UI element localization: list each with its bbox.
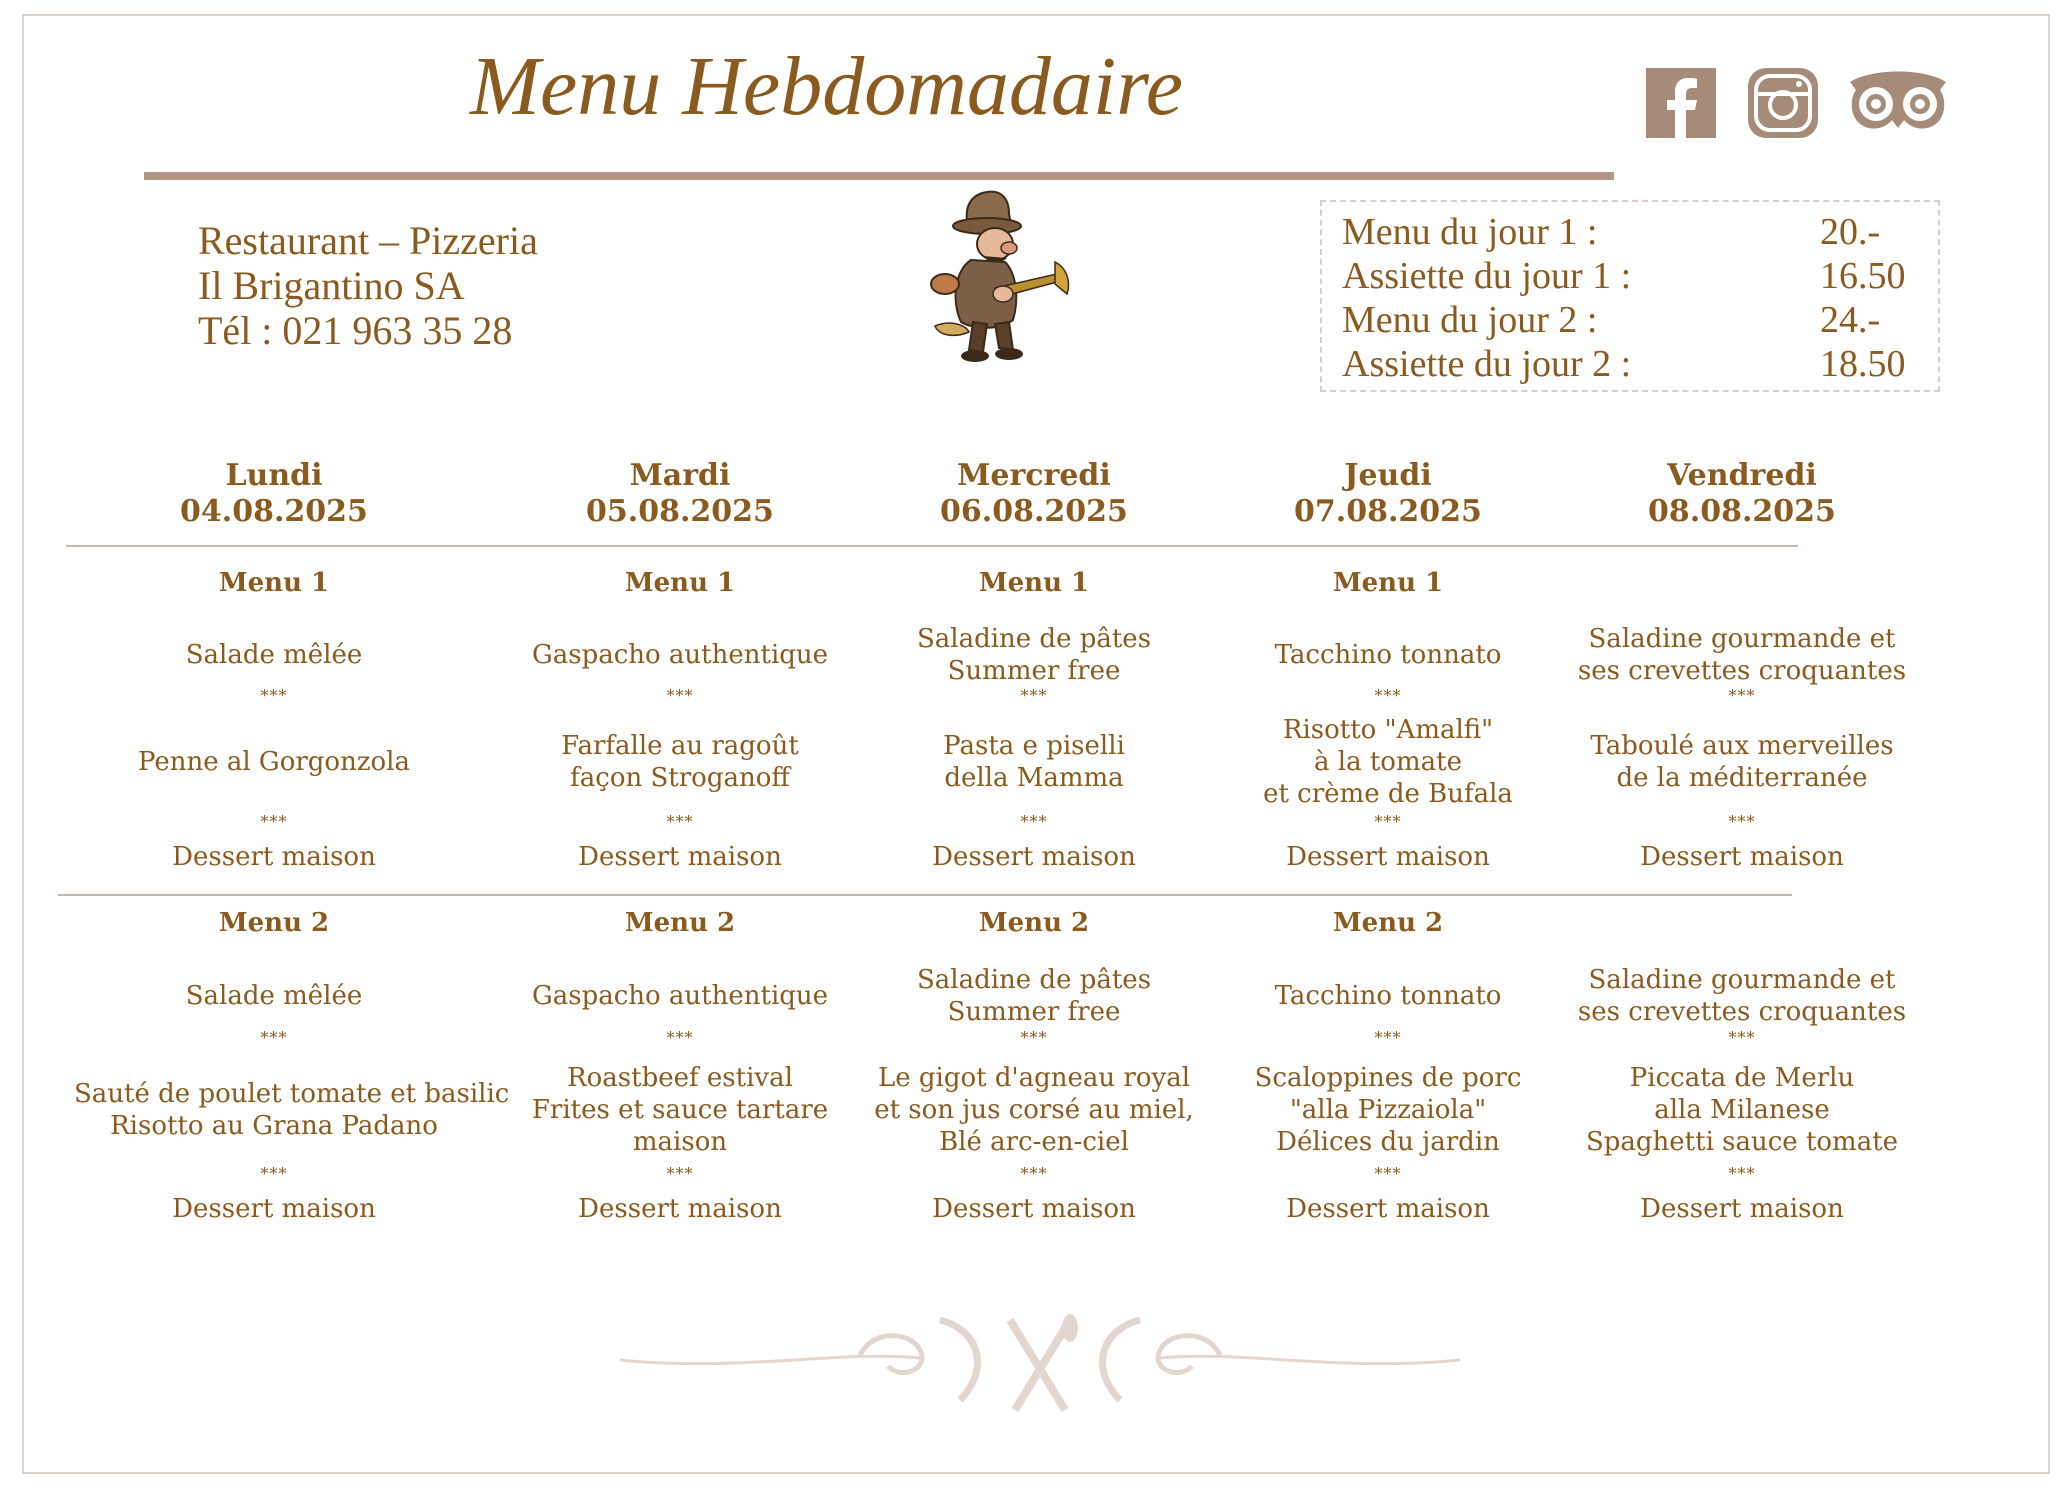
main-dish: à la tomate	[1314, 747, 1462, 777]
starter-dish: Saladine gourmande et	[1588, 965, 1896, 995]
day-date: 05.08.2025	[586, 494, 774, 529]
course-separator: ***	[1020, 686, 1048, 705]
main-dish: Sauté de poulet tomate et basilic	[74, 1079, 510, 1109]
price-row	[1342, 342, 1920, 386]
header-divider	[66, 545, 1798, 547]
course-separator: ***	[260, 686, 288, 705]
dessert-dish: Dessert maison	[1286, 842, 1490, 872]
price-row	[1342, 254, 1920, 298]
main-dish: Roastbeef estival	[567, 1063, 793, 1093]
main-dish: de la méditerranée	[1616, 763, 1868, 793]
day-name: Vendredi	[1667, 458, 1817, 493]
menu-label: Menu 1	[218, 568, 330, 598]
starter-dish: Salade mêlée	[185, 981, 363, 1011]
menu-label: Menu 1	[624, 568, 736, 598]
dessert-dish: Dessert maison	[932, 1194, 1136, 1224]
starter-dish: Gaspacho authentique	[531, 640, 829, 670]
day-header-lundi	[84, 458, 464, 530]
course-separator: ***	[1374, 686, 1402, 705]
dessert-dish: Dessert maison	[1640, 842, 1844, 872]
day-date: 07.08.2025	[1294, 494, 1482, 529]
price-value: 24.-	[1820, 299, 1881, 341]
day-name: Mardi	[629, 458, 731, 493]
main-dish: Délices du jardin	[1276, 1127, 1500, 1157]
main-dish: Taboulé aux merveilles	[1590, 731, 1894, 761]
course-separator: ***	[666, 686, 694, 705]
course-separator: ***	[1728, 1164, 1756, 1183]
main-dish: Pasta e piselli	[943, 731, 1125, 761]
daily-prices-box	[1320, 200, 1940, 392]
course-separator: ***	[1374, 812, 1402, 831]
facebook-icon[interactable]	[1646, 68, 1716, 138]
main-dish: maison	[632, 1127, 728, 1157]
restaurant-address	[198, 218, 538, 353]
dessert-dish: Dessert maison	[172, 1194, 376, 1224]
starter-dish: Gaspacho authentique	[531, 981, 829, 1011]
main-dish: Le gigot d'agneau royal	[877, 1063, 1191, 1093]
course-separator: ***	[1728, 812, 1756, 831]
day-name: Mercredi	[957, 458, 1111, 493]
menu-label: Menu 2	[624, 908, 736, 938]
starter-dish: Salade mêlée	[185, 640, 363, 670]
menu-label: Menu 2	[978, 908, 1090, 938]
course-separator: ***	[1020, 812, 1048, 831]
day-name: Jeudi	[1344, 458, 1432, 493]
course-separator: ***	[1728, 686, 1756, 705]
main-dish: et crème de Bufala	[1263, 779, 1513, 809]
price-value: 20.-	[1820, 211, 1881, 253]
menu-label: Menu 2	[218, 908, 330, 938]
cutlery-ornament	[620, 1300, 1460, 1420]
main-dish: et son jus corsé au miel,	[874, 1095, 1194, 1125]
dessert-dish: Dessert maison	[1286, 1194, 1490, 1224]
main-dish: Piccata de Merlu	[1629, 1063, 1855, 1093]
course-separator: ***	[666, 1164, 694, 1183]
starter-dish: Tacchino tonnato	[1274, 640, 1502, 670]
main-dish: Risotto "Amalfi"	[1282, 715, 1494, 745]
restaurant-name: Il Brigantino SA	[198, 263, 465, 308]
main-dish: "alla Pizzaiola"	[1289, 1095, 1487, 1125]
restaurant-phone: Tél : 021 963 35 28	[198, 308, 513, 353]
menu-label: Menu 1	[1332, 568, 1444, 598]
starter-dish: Summer free	[947, 656, 1121, 686]
price-label: Assiette du jour 1 :	[1342, 255, 1632, 297]
main-dish: façon Stroganoff	[570, 763, 790, 793]
tripadvisor-icon[interactable]	[1842, 68, 1954, 134]
starter-dish: Summer free	[947, 997, 1121, 1027]
course-separator: ***	[260, 1164, 288, 1183]
course-separator: ***	[1374, 1164, 1402, 1183]
course-separator: ***	[666, 812, 694, 831]
instagram-icon[interactable]	[1748, 68, 1818, 138]
price-value: 18.50	[1820, 343, 1906, 385]
price-label: Menu du jour 1 :	[1342, 211, 1598, 253]
main-dish: Scaloppines de porc	[1254, 1063, 1522, 1093]
restaurant-type: Restaurant – Pizzeria	[198, 218, 538, 263]
day-date: 06.08.2025	[940, 494, 1128, 529]
dessert-dish: Dessert maison	[1640, 1194, 1844, 1224]
course-separator: ***	[260, 812, 288, 831]
dessert-dish: Dessert maison	[578, 842, 782, 872]
day-header-vendredi	[1552, 458, 1932, 530]
main-dish: alla Milanese	[1654, 1095, 1830, 1125]
starter-dish: Tacchino tonnato	[1274, 981, 1502, 1011]
day-date: 04.08.2025	[180, 494, 368, 529]
day-header-jeudi	[1198, 458, 1578, 530]
price-label: Assiette du jour 2 :	[1342, 343, 1632, 385]
starter-dish: Saladine gourmande et	[1588, 624, 1896, 654]
dessert-dish: Dessert maison	[578, 1194, 782, 1224]
title-divider	[144, 172, 1614, 180]
page-title: Menu Hebdomadaire	[470, 40, 1184, 133]
course-separator: ***	[260, 1028, 288, 1047]
menu-label: Menu 1	[978, 568, 1090, 598]
course-separator: ***	[666, 1028, 694, 1047]
course-separator: ***	[1020, 1164, 1048, 1183]
price-label: Menu du jour 2 :	[1342, 299, 1598, 341]
day-header-mercredi	[844, 458, 1224, 530]
menu-label: Menu 2	[1332, 908, 1444, 938]
main-dish: Risotto au Grana Padano	[110, 1111, 438, 1141]
dessert-dish: Dessert maison	[172, 842, 376, 872]
main-dish: della Mamma	[944, 763, 1124, 793]
starter-dish: ses crevettes croquantes	[1577, 997, 1907, 1027]
course-separator: ***	[1020, 1028, 1048, 1047]
starter-dish: Saladine de pâtes	[916, 624, 1152, 654]
day-header-mardi	[490, 458, 870, 530]
starter-dish: ses crevettes croquantes	[1577, 656, 1907, 686]
main-dish: Spaghetti sauce tomate	[1585, 1127, 1899, 1157]
course-separator: ***	[1374, 1028, 1402, 1047]
course-separator: ***	[1728, 1028, 1756, 1047]
price-row	[1342, 298, 1920, 342]
price-value: 16.50	[1820, 255, 1906, 297]
menu-divider	[58, 894, 1792, 896]
brigand-mascot-illustration	[925, 190, 1100, 370]
dessert-dish: Dessert maison	[932, 842, 1136, 872]
main-dish: Penne al Gorgonzola	[138, 747, 410, 777]
main-dish: Frites et sauce tartare	[531, 1095, 829, 1125]
main-dish: Blé arc-en-ciel	[939, 1127, 1129, 1157]
starter-dish: Saladine de pâtes	[916, 965, 1152, 995]
price-row	[1342, 210, 1920, 254]
day-date: 08.08.2025	[1648, 494, 1836, 529]
main-dish: Farfalle au ragoût	[561, 731, 799, 761]
day-name: Lundi	[225, 458, 323, 493]
